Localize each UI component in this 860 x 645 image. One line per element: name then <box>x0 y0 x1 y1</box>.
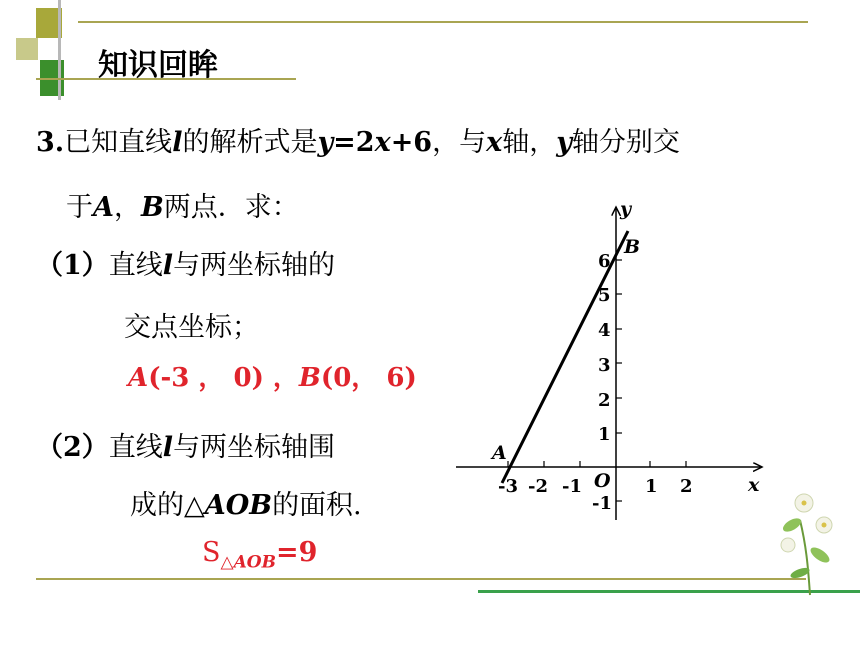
bottom-rule <box>36 578 806 580</box>
problem-line-1: 3.已知直线l的解析式是y=2x+6，与x轴，y轴分别交 <box>36 127 680 158</box>
y-tick-label: 4 <box>598 320 611 341</box>
x-tick-label: -1 <box>562 476 582 497</box>
x-tick-label: 2 <box>680 476 693 497</box>
page-title: 知识回眸 <box>98 48 218 83</box>
y-axis-label: y <box>620 198 632 220</box>
flower-decoration <box>770 485 850 600</box>
coordinate-graph <box>450 195 770 525</box>
top-rule <box>78 21 808 23</box>
point-b-label: B <box>624 236 641 258</box>
x-tick-label: -2 <box>528 476 548 497</box>
y-tick-marks <box>616 260 622 501</box>
y-tick-label: 6 <box>598 251 611 272</box>
answer-1: A(-3 ， 0) ，B(0， 6) <box>128 363 417 393</box>
x-tick-marks <box>508 461 686 467</box>
y-tick-label: -1 <box>592 493 612 514</box>
question-1: （1）直线l与两坐标轴的 <box>36 250 336 281</box>
answer-2: $S_{\triangle AOB}=9$ <box>202 537 318 573</box>
question-1-cont: 交点坐标； <box>124 312 259 343</box>
y-tick-label: 5 <box>598 285 611 306</box>
y-tick-label: 1 <box>598 424 611 445</box>
y-tick-label: 3 <box>598 355 611 376</box>
header-decoration <box>0 0 100 100</box>
x-tick-label: 1 <box>645 476 658 497</box>
question-2: （2）直线l与两坐标轴围 <box>36 432 336 463</box>
x-tick-label: -3 <box>498 476 518 497</box>
question-2-cont: 成的△AOB的面积. <box>130 490 362 521</box>
x-axis-label: x <box>748 474 760 496</box>
problem-line-2: 于A，B两点．求： <box>66 192 299 223</box>
y-tick-label: 2 <box>598 390 611 411</box>
origin-label: O <box>594 470 611 492</box>
point-a-label: A <box>492 442 507 464</box>
